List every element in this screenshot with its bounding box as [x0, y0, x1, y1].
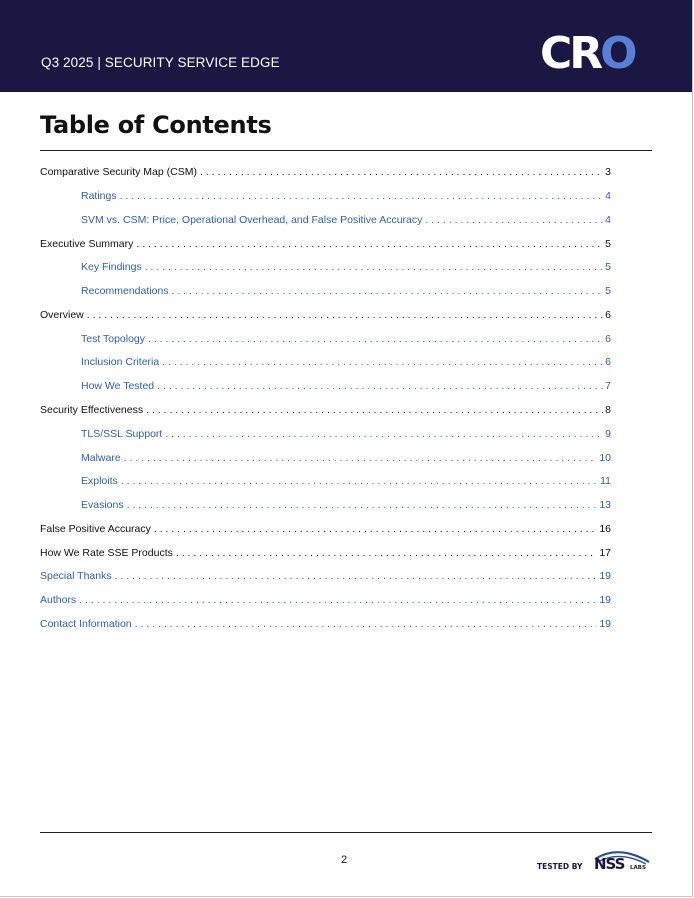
toc-entry-how-we-rate[interactable]: How We Rate SSE Products . . . 17	[40, 545, 611, 561]
title-divider	[40, 150, 652, 151]
toc-entry-evasions[interactable]: Evasions . . . 13	[81, 497, 611, 513]
toc-entry-svm-vs-csm[interactable]: SVM vs. CSM: Price, Operational Overhead, and False Positive Accuracy . . . 4	[81, 212, 611, 228]
toc-entry-executive-summary[interactable]: Executive Summary . . . 5	[40, 236, 611, 252]
footer-divider	[40, 832, 652, 833]
page-header	[0, 0, 692, 92]
report-title: Q3 2025 | SECURITY SERVICE EDGE	[41, 55, 280, 70]
toc-entry-key-findings[interactable]: Key Findings . . . 5	[81, 259, 611, 275]
toc-entry-ratings[interactable]: Ratings . . . 4	[81, 188, 611, 204]
toc-entry-test-topology[interactable]: Test Topology . . . 6	[81, 331, 611, 347]
cro-logo	[540, 33, 654, 73]
tested-by-nss-labs-logo	[537, 848, 653, 872]
labs-text: LABS	[630, 865, 646, 871]
toc-entry-security-effectiveness[interactable]: Security Effectiveness . . . 8	[40, 402, 611, 418]
toc-entry-recommendations[interactable]: Recommendations . . . 5	[81, 283, 611, 299]
toc-entry-contact-information[interactable]: Contact Information . . . 19	[40, 616, 611, 632]
nss-text: NSS	[594, 855, 625, 872]
toc-entry-overview[interactable]: Overview . . . 6	[40, 307, 611, 323]
cro-logo-text: CRO	[540, 33, 635, 73]
toc-entry-malware[interactable]: Malware . . . 10	[81, 450, 611, 466]
tested-by-text: TESTED BY	[537, 862, 583, 871]
toc-entry-tls-ssl-support[interactable]: TLS/SSL Support . . . 9	[81, 426, 611, 442]
toc-entry-special-thanks[interactable]: Special Thanks . . . 19	[40, 568, 611, 584]
page-number: 2	[340, 854, 348, 866]
toc-heading: Table of Contents	[40, 111, 272, 139]
toc-entry-comparative-security-map[interactable]: Comparative Security Map (CSM) . . . 3	[40, 164, 611, 180]
toc-entry-inclusion-criteria[interactable]: Inclusion Criteria . . . 6	[81, 354, 611, 370]
toc-entry-how-we-tested[interactable]: How We Tested . . . 7	[81, 378, 611, 394]
toc-entry-false-positive-accuracy[interactable]: False Positive Accuracy . . . 16	[40, 521, 611, 537]
toc-entry-authors[interactable]: Authors . . . 19	[40, 592, 611, 608]
toc-entry-exploits[interactable]: Exploits . . . 11	[81, 473, 611, 489]
